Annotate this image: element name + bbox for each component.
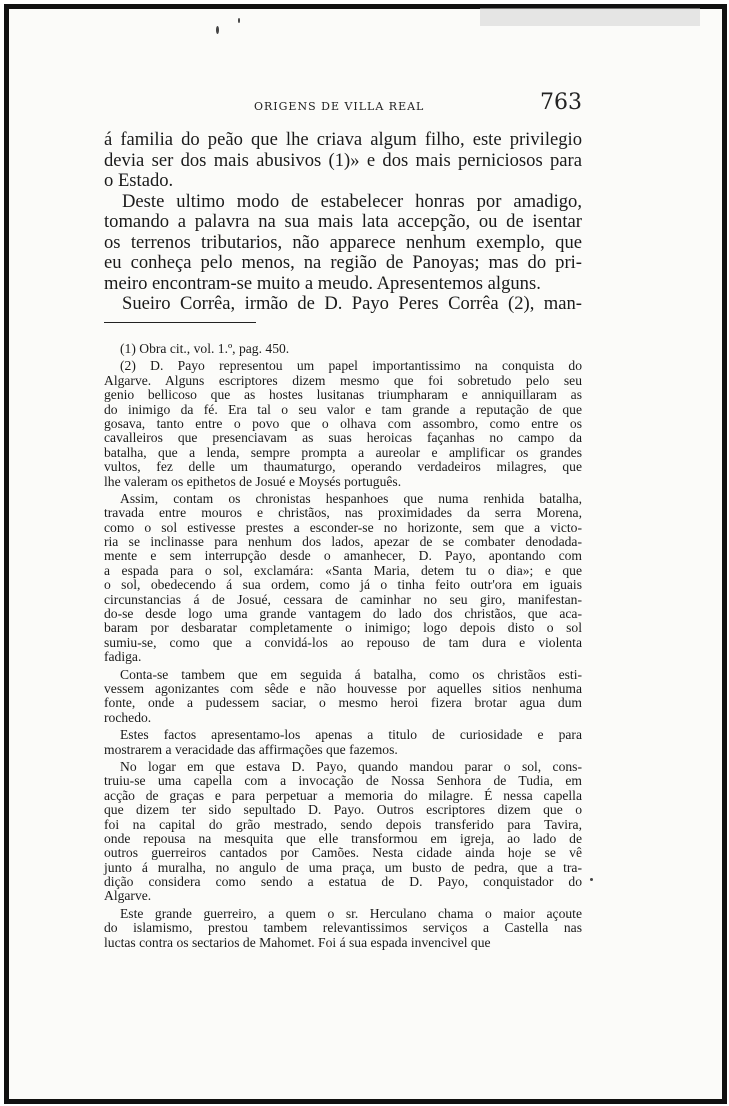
footnote-paragraph bbox=[104, 668, 582, 726]
body-line: tomando a palavra na sua mais lata accepção, ou de isentar bbox=[104, 211, 582, 232]
footnote-line: travada entre mouros e christãos, nas proximidades da serra Morena, bbox=[104, 505, 582, 521]
body-line: os terrenos tributarios, não apparece nenhum exemplo, que bbox=[104, 231, 582, 253]
page-number: 763 bbox=[540, 90, 582, 115]
body-text bbox=[104, 130, 582, 315]
footnote-line: (1) Obra cit., vol. 1.º, pag. 450. bbox=[120, 341, 290, 356]
footnote-line: luctas contra os sectarios de Mahomet. Foi á sua espada invencivel que bbox=[104, 934, 491, 950]
body-line: meiro encontram-se muito a meudo. Apresentemos alguns. bbox=[104, 272, 541, 294]
footnote-line: acção de graças e para perpetuar a memoria do milagre. É nessa capella bbox=[104, 787, 582, 803]
footnote-rule bbox=[104, 322, 256, 323]
footnote-line: Conta-se tambem que em seguida á batalha, como os christãos esti- bbox=[120, 666, 582, 682]
body-line: devia ser dos mais abusivos (1)» e dos mais perniciosos para bbox=[104, 149, 582, 171]
footnote-line: baram por desbaratar completamente o inimigo; logo depois disto o sol bbox=[104, 620, 582, 636]
footnote-line: genio bellicoso que as hostes lusitanas triumpharam e anniquillaram as bbox=[104, 387, 582, 403]
footnote-line: fadiga. bbox=[104, 649, 142, 665]
footnote-line: do islamismo, prestou tambem relevantissimos serviços a Castella nas bbox=[104, 920, 582, 936]
footnote-line: Algarve. Alguns escriptores dizem mesmo que foi sobretudo pelo seu bbox=[104, 372, 582, 388]
body-line: eu conheça pelo menos, na região de Panoyas; mas do pri- bbox=[104, 252, 582, 273]
footnote-line: Assim, contam os chronistas hespanhoes que numa renhida batalha, bbox=[120, 490, 582, 506]
footnote-line: batalha, que a lenda, sempre prompta a aureolar e amplificar os grandes bbox=[104, 444, 582, 460]
footnote-line: o sol, obedecendo á sua ordem, como já o tinha feito outr'ora em iguais bbox=[104, 577, 582, 593]
footnote-line: que dizem ter sido sepultado D. Payo. Outros escriptores dizem que o bbox=[104, 802, 582, 818]
footnote-line: gosava, tanto entre o povo que o olhava com assombro, como entre os bbox=[104, 415, 582, 431]
footnote-line: circunstancias á de Josué, cessara de caminhar no seu giro, manifestan- bbox=[104, 591, 582, 607]
footnote-line: rochedo. bbox=[104, 709, 152, 725]
footnote-line: do inimigo da fé. Era tal o seu valor e tam grande a reputação de que bbox=[104, 401, 582, 417]
footnote-line: a espada para o sol, exclamára: «Santa Maria, detem tu o dia»; e que bbox=[104, 562, 582, 578]
footnote-paragraph bbox=[104, 359, 582, 489]
footnote-line: onde repousa na mesquita que elle transformou em igreja, ao lado de bbox=[104, 830, 582, 846]
footnote-line: lhe valeram os epithetos de Josué e Moysés português. bbox=[104, 473, 402, 489]
body-line: o Estado. bbox=[104, 170, 174, 191]
footnote-line: cavalleiros que presenciavam as suas heroicas façanhas no campo da bbox=[104, 430, 582, 446]
footnote-line: vessem agonizantes com sêde e não houvesse por aquelles sitios nenhuma bbox=[104, 680, 582, 696]
body-line: Sueiro Corrêa, irmão de D. Payo Peres Corrêa (2), man- bbox=[122, 293, 582, 314]
footnote-line: fonte, onde a pudessem saciar, o mesmo heroi fizera brotar agua dum bbox=[104, 695, 582, 711]
footnote-paragraph bbox=[104, 728, 582, 757]
footnote-paragraph bbox=[104, 907, 582, 950]
footnote-line: outros guerreiros cantados por Camões. Nesta cidade ainda hoje se vê bbox=[104, 845, 582, 861]
footnote-paragraph bbox=[104, 760, 582, 904]
page-smudge bbox=[480, 8, 700, 26]
footnote-line: foi na capital do grão mestrado, sendo depois transferido para Tavira, bbox=[104, 816, 582, 832]
footnotes bbox=[104, 342, 582, 953]
footnote-line: Este grande guerreiro, a quem o sr. Herculano chama o maior açoute bbox=[120, 905, 582, 921]
footnote-line: do-se desde logo uma grande vantagem do lado dos christãos, que aca- bbox=[104, 606, 582, 622]
footnote-line: Estes factos apresentamo-los apenas a titulo de curiosidade e para bbox=[120, 727, 582, 743]
footnote-paragraph bbox=[104, 342, 582, 356]
footnote-line: vultos, fez delle um thaumaturgo, operando verdadeiros milagres, que bbox=[104, 459, 582, 475]
footnote-line: ria se inclinasse para nenhum dos lados, apezar de se combater denodada- bbox=[104, 534, 582, 550]
footnote-line: sumiu-se, como que a convidá-los ao repouso de tam dura e violenta bbox=[104, 634, 582, 650]
footnote-line: truiu-se uma capella com a invocação de Nossa Senhora de Tudia, em bbox=[104, 773, 582, 789]
footnote-paragraph bbox=[104, 492, 582, 665]
footnote-line: (2) D. Payo representou um papel importantissimo na conquista do bbox=[120, 358, 582, 374]
print-speck bbox=[238, 18, 240, 23]
footnote-line: mente e sem interrupção desde o amanhecer, D. Payo, apontando com bbox=[104, 548, 582, 564]
footnote-line: junto á muralha, no angulo de uma praça, um busto de pedra, que a tra- bbox=[104, 859, 582, 875]
footnote-line: Algarve. bbox=[104, 888, 152, 904]
footnote-line: como o sol estivesse prestes a esconder-se no horizonte, sem que a victo- bbox=[104, 519, 582, 535]
body-line: á familia do peão que lhe criava algum filho, este privilegio bbox=[104, 129, 582, 150]
footnote-line: No logar em que estava D. Payo, quando mandou parar o sol, cons- bbox=[120, 758, 582, 774]
running-title: ORIGENS DE VILLA REAL bbox=[254, 100, 425, 113]
footnote-line: mostrarem a veracidade das affirmações que fazemos. bbox=[104, 741, 398, 757]
print-speck bbox=[216, 26, 219, 34]
print-speck bbox=[590, 878, 593, 881]
footnote-line: dição considera como sendo a estatua de D. Payo, conquistador do bbox=[104, 874, 582, 890]
body-line: Deste ultimo modo de estabelecer honras por amadigo, bbox=[122, 190, 582, 212]
